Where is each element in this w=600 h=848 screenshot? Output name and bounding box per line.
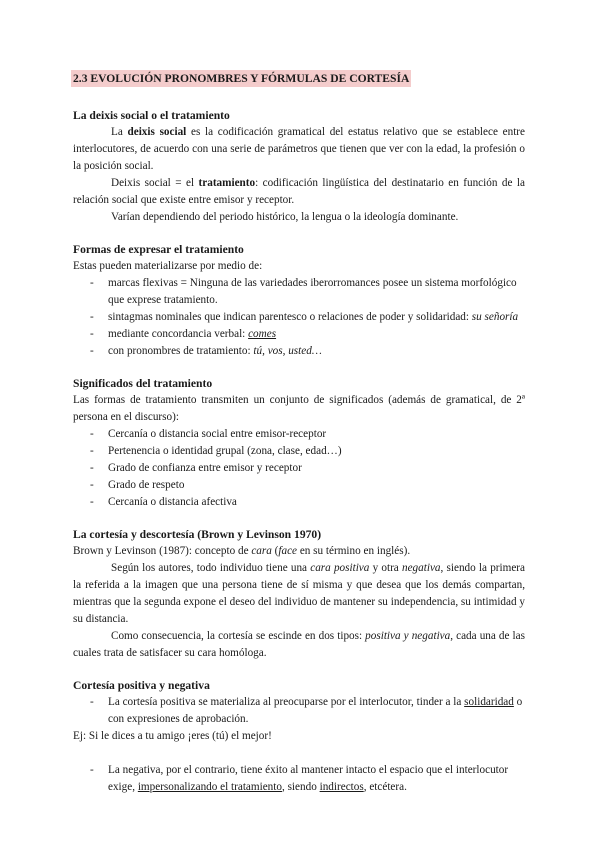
list-item: - Cercanía o distancia social entre emisor-receptor	[73, 426, 525, 443]
list-item: - Pertenencia o identidad grupal (zona, clase, edad…)	[73, 443, 525, 460]
paragraph: Brown y Levinson (1987): concepto de cara (face en su término en inglés).	[73, 545, 411, 557]
section-significados	[73, 375, 525, 511]
section-heading: Significados del tratamiento	[73, 377, 213, 390]
bullet-list	[73, 694, 525, 728]
section-heading: La cortesía y descortesía (Brown y Levinson 1970)	[73, 528, 322, 541]
section-heading: La deixis social o el tratamiento	[73, 109, 230, 122]
paragraph: Las formas de tratamiento transmiten un conjunto de significados (además de gramatical, de 2ª persona en el discurso):	[73, 394, 525, 423]
list-item: - La negativa, por el contrario, tiene éxito al mantener intacto el espacio que el interlocutor exige, impersonalizando el tratamiento, siendo indirectos, etcétera.	[73, 762, 525, 796]
paragraph: Varían dependiendo del periodo histórico, la lengua o la ideología dominante.	[111, 211, 459, 223]
list-item: - Grado de confianza entre emisor y receptor	[73, 460, 525, 477]
bullet-list	[73, 275, 525, 360]
document-page	[73, 60, 525, 796]
paragraph: La deixis social es la codificación gramatical del estatus relativo que se establece entre interlocutores, de acuerdo con una serie de parámetros que tienen que ver con la edad, la profesión o la posición social.	[73, 126, 526, 172]
section-formas	[73, 241, 525, 360]
example-line: Ej: Si le dices a tu amigo ¡eres (tú) el mejor!	[73, 730, 272, 742]
bullet-list	[73, 426, 525, 511]
paragraph: Según los autores, todo individuo tiene una cara positiva y otra negativa, siendo la primera la referida a la imagen que una persona tiene de sí misma y que desea que los demás compartan, mientras que la segunda expone el deseo del individuo de mantener su independencia, su intimidad y su distancia.	[73, 562, 525, 625]
paragraph: Deixis social = el tratamiento: codificación lingüística del destinatario en función de la relación social que existe entre emisor y receptor.	[73, 177, 525, 206]
list-item: - Grado de respeto	[73, 477, 525, 494]
section-deixis	[73, 107, 525, 226]
section-heading: Formas de expresar el tratamiento	[73, 243, 244, 256]
paragraph: Estas pueden materializarse por medio de:	[73, 260, 263, 272]
section-positiva-negativa	[73, 677, 525, 796]
paragraph: Como consecuencia, la cortesía se escinde en dos tipos: positiva y negativa, cada una de las cuales trata de satisfacer su cara homóloga.	[73, 630, 525, 659]
list-item: - con pronombres de tratamiento: tú, vos, usted…	[73, 343, 525, 360]
list-item: - sintagmas nominales que indican parentesco o relaciones de poder y solidaridad: su señoría	[73, 309, 525, 326]
page-title: 2.3 EVOLUCIÓN PRONOMBRES Y FÓRMULAS DE CORTESÍA	[73, 72, 410, 85]
list-item: - Cercanía o distancia afectiva	[73, 494, 525, 511]
list-item: - mediante concordancia verbal: comes	[73, 326, 525, 343]
list-item: - La cortesía positiva se materializa al preocuparse por el interlocutor, tinder a la solidaridad o con expresiones de aprobación.	[73, 694, 525, 728]
section-cortesia	[73, 526, 525, 662]
list-item: - marcas flexivas = Ninguna de las variedades iberorromances posee un sistema morfológico que exprese tratamiento.	[73, 275, 525, 309]
section-heading: Cortesía positiva y negativa	[73, 679, 210, 692]
bullet-list	[73, 762, 525, 796]
